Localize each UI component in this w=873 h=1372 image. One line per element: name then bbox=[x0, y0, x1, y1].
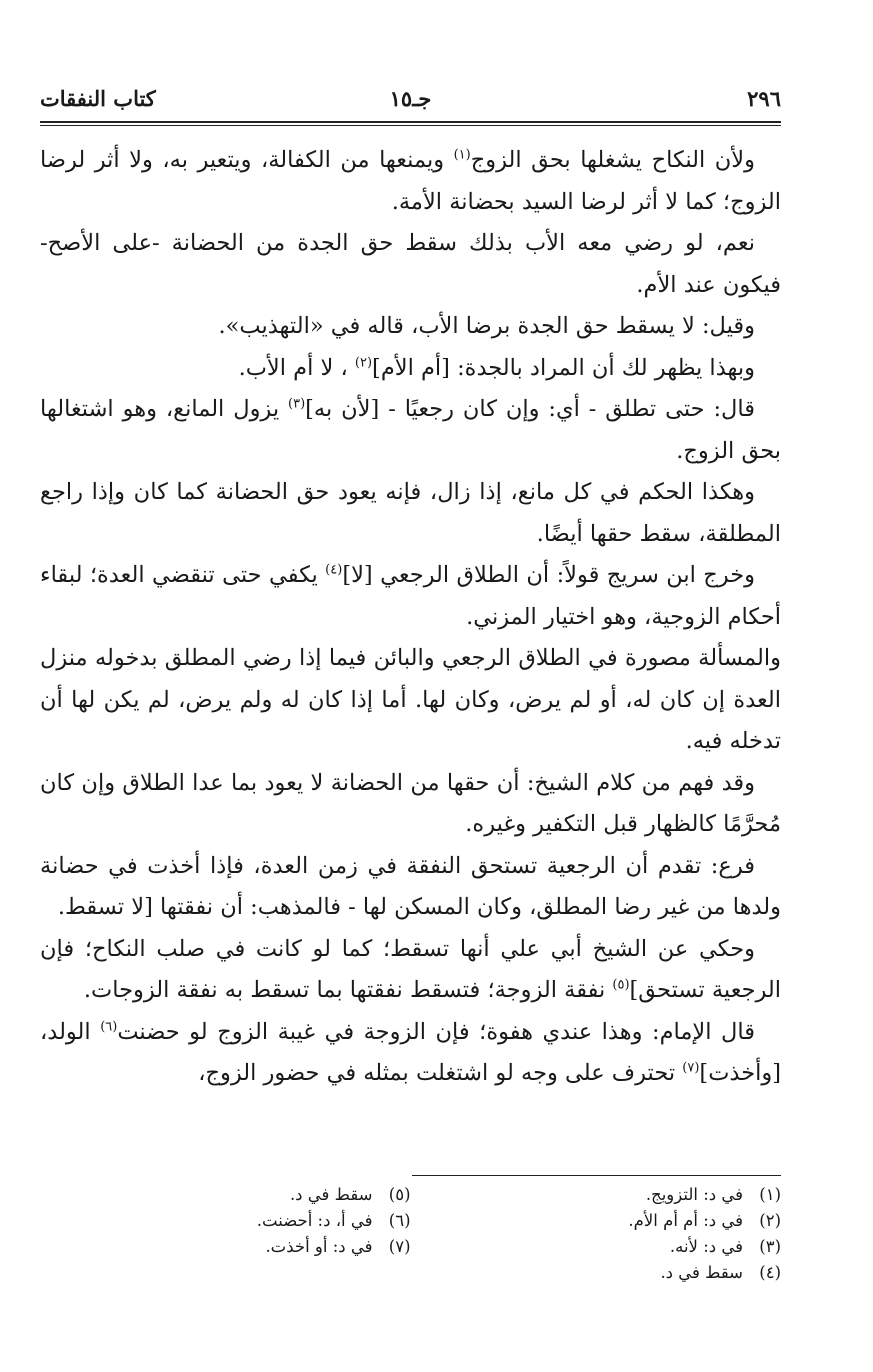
footnote-number: (٤) bbox=[759, 1263, 781, 1282]
paragraph-text: وحكي عن الشيخ أبي علي أنها تسقط؛ كما لو كانت في صلب النكاح؛ فإن الرجعية تستحق] bbox=[40, 935, 781, 1003]
footnotes-column-left bbox=[40, 1182, 411, 1286]
paragraph-text: قال الإمام: وهذا عندي هفوة؛ فإن الزوجة في غيبة الزوج لو حضنت bbox=[117, 1018, 756, 1045]
paragraph-text: وبهذا يظهر لك أن المراد بالجدة: [أم الأم] bbox=[372, 354, 755, 381]
page-number: ٢٩٦ bbox=[747, 86, 781, 111]
paragraph-text: وقيل: لا يسقط حق الجدة برضا الأب، قاله في «التهذيب». bbox=[218, 313, 755, 339]
footnotes bbox=[40, 1182, 781, 1286]
footnote-marker: (٥) bbox=[612, 977, 630, 993]
footnote bbox=[411, 1234, 782, 1260]
paragraph-text: ويمنعها من الكفالة، ويتعير به، ولا أثر لرضا الزوج؛ كما لا أثر لرضا السيد بحضانة الأمة. bbox=[40, 147, 781, 215]
paragraph bbox=[40, 763, 781, 846]
paragraph bbox=[40, 306, 781, 348]
footnote-separator bbox=[412, 1175, 781, 1176]
paragraph-text: يكفي حتى تنقضي العدة؛ لبقاء أحكام الزوجية، وهو اختيار المزني. bbox=[40, 562, 781, 630]
paragraph-text: والمسألة مصورة في الطلاق الرجعي والبائن فيما إذا رضي المطلق بدخوله منزل العدة إن كان له، أو لم يرض، وكان لها. أما إذا كان له ولم يرض، لم يكن لها أن تدخله فيه. bbox=[40, 645, 781, 754]
main-text bbox=[40, 140, 781, 1095]
paragraph-text: وهكذا الحكم في كل مانع، إذا زال، فإنه يعود حق الحضانة كما كان وإذا راجع المطلقة، سقط حقها أيضًا. bbox=[40, 479, 781, 547]
paragraph-text: يزول المانع، وهو اشتغالها بحق الزوج. bbox=[40, 396, 781, 464]
footnote-marker: (١) bbox=[453, 147, 471, 163]
paragraph-text: تحترف على وجه لو اشتغلت بمثله في حضور الزوج، bbox=[198, 1060, 683, 1086]
footnotes-column-right bbox=[411, 1182, 782, 1286]
paragraph bbox=[40, 1012, 781, 1095]
footnote bbox=[411, 1182, 782, 1208]
header-rule-thick bbox=[40, 121, 781, 123]
footnote-text: في أ، د: أحضنت. bbox=[256, 1211, 373, 1230]
paragraph-text: وخرج ابن سريج قولاً: أن الطلاق الرجعي [لا] bbox=[342, 562, 755, 588]
footnote-number: (٧) bbox=[388, 1237, 411, 1256]
paragraph bbox=[40, 140, 781, 223]
paragraph bbox=[40, 555, 781, 638]
footnote bbox=[411, 1260, 782, 1286]
footnote-marker: (٤) bbox=[325, 562, 343, 578]
paragraph bbox=[40, 389, 781, 472]
footnote-number: (٦) bbox=[388, 1211, 411, 1230]
volume-label: جـ١٥ bbox=[389, 86, 432, 111]
footnote bbox=[40, 1234, 411, 1260]
footnote-text: في د: أم أم الأم. bbox=[628, 1211, 743, 1230]
footnote-marker: (٢) bbox=[354, 355, 373, 370]
footnote-text: في د: لأنه. bbox=[669, 1237, 743, 1256]
footnote-number: (١) bbox=[759, 1185, 781, 1204]
running-header bbox=[40, 86, 781, 120]
paragraph-text: وقد فهم من كلام الشيخ: أن حقها من الحضانة لا يعود بما عدا الطلاق وإن كان مُحرَّمًا كالظهار قبل التكفير وغيره. bbox=[40, 769, 781, 837]
footnote-text: في د: التزويج. bbox=[645, 1185, 743, 1204]
paragraph bbox=[40, 472, 781, 555]
header-rule-thin bbox=[40, 125, 781, 126]
footnote-number: (٥) bbox=[388, 1185, 411, 1204]
footnote-text: سقط في د. bbox=[289, 1185, 373, 1204]
footnote-marker: (٧) bbox=[682, 1060, 700, 1076]
footnote-text: في د: أو أخذت. bbox=[265, 1237, 373, 1256]
paragraph bbox=[40, 929, 781, 1012]
footnote-number: (٣) bbox=[759, 1237, 781, 1256]
paragraph bbox=[40, 348, 781, 390]
paragraph-text: فرع: تقدم أن الرجعية تستحق النفقة في زمن العدة، فإذا أخذت في حضانة ولدها من غير رضا المطلق، وكان المسكن لها - فالمذهب: أن نفقتها [لا تسقط. bbox=[40, 852, 781, 920]
paragraph bbox=[40, 223, 781, 306]
paragraph-text: قال: حتى تطلق - أي: وإن كان رجعيًا - [لأن به] bbox=[305, 396, 755, 422]
footnote-marker: (٦) bbox=[100, 1019, 118, 1034]
paragraph-text: ولأن النكاح يشغلها بحق الزوج bbox=[470, 147, 755, 173]
footnote bbox=[411, 1208, 782, 1234]
footnote-number: (٢) bbox=[759, 1211, 781, 1230]
book-title: كتاب النفقات bbox=[40, 86, 156, 111]
paragraph-text: نفقة الزوجة؛ فتسقط نفقتها بما تسقط به نفقة الزوجات. bbox=[83, 977, 613, 1003]
footnote-text: سقط في د. bbox=[660, 1263, 743, 1282]
paragraph-text: ، لا أم الأب. bbox=[238, 354, 355, 381]
paragraph bbox=[40, 638, 781, 763]
paragraph-text: نعم، لو رضي معه الأب بذلك سقط حق الجدة من الحضانة -على الأصح- فيكون عند الأم. bbox=[40, 230, 781, 298]
paragraph-text: الولد، [وأخذت] bbox=[40, 1018, 781, 1086]
footnote bbox=[40, 1208, 411, 1234]
footnote bbox=[40, 1182, 411, 1208]
paragraph bbox=[40, 846, 781, 929]
footnote-marker: (٣) bbox=[288, 396, 306, 412]
